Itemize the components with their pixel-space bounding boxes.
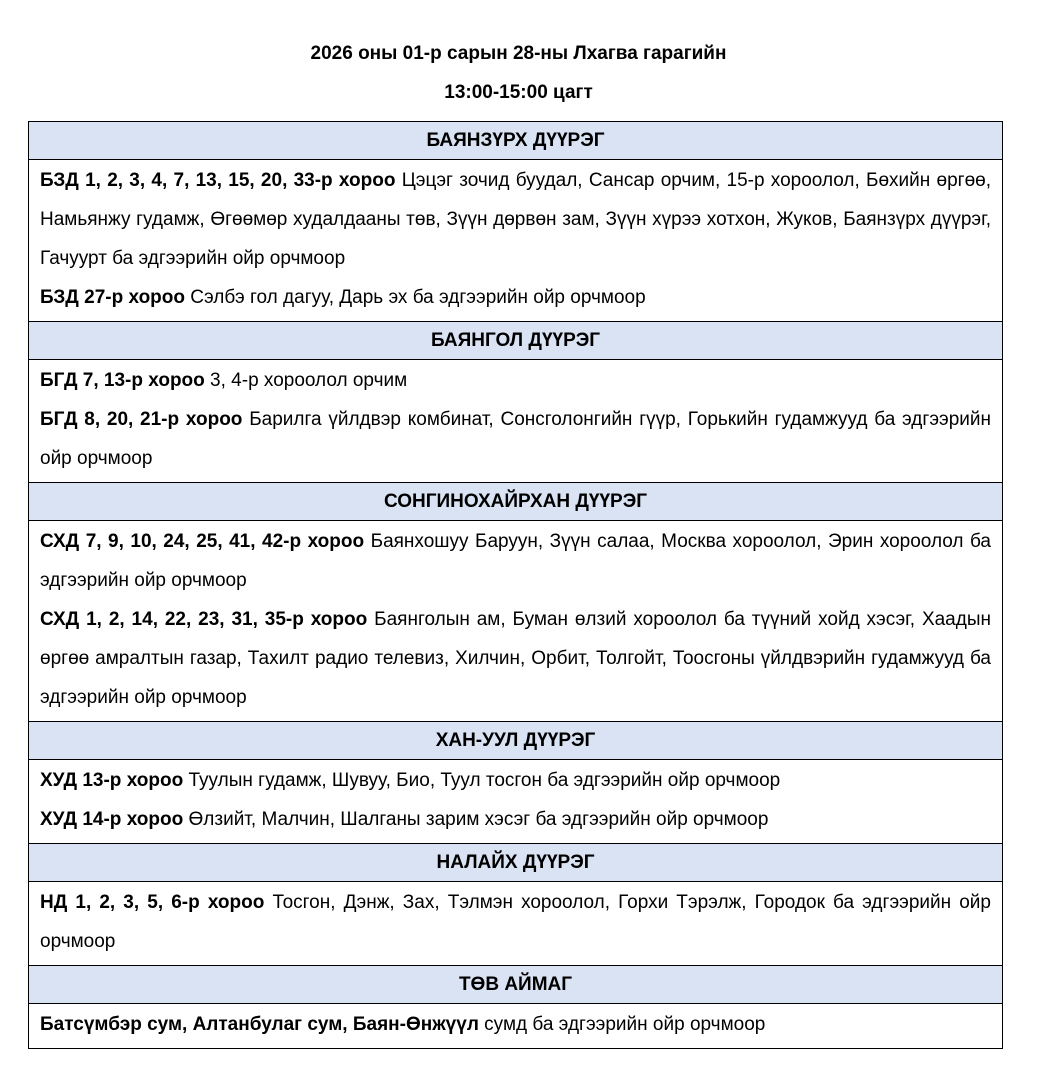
district-entry: [40, 883, 991, 961]
khoroo-list: СХД 1, 2, 14, 22, 23, 31, 35-р хороо: [40, 609, 368, 630]
khoroo-list: БЗД 1, 2, 3, 4, 7, 13, 15, 20, 33-р хороо: [40, 170, 396, 191]
area-description: Туулын гудамж, Шувуу, Био, Туул тосгон ба эдгээрийн ойр орчмоор: [188, 770, 781, 791]
area-description: Цэцэг зочид буудал, Сансар орчим, 15-р хороолол, Бөхийн өргөө, Намьянжу гудамж, Өгөөмөр худалдааны төв, Зүүн дөрвөн зам, Зүүн хүрээ хотхон, Жуков, Баянзүрх дүүрэг, Гачуурт ба эдгээрийн ойр орчмоор: [40, 170, 992, 269]
district-body: [29, 521, 1002, 721]
area-description: сумд ба эдгээрийн ойр орчмоор: [484, 1014, 766, 1035]
district-header: СОНГИНОХАЙРХАН ДҮҮРЭГ: [29, 483, 1002, 521]
district-songinokhairkhan: [29, 482, 1002, 721]
district-nalaikh: [29, 843, 1002, 965]
area-description: Баянголын ам, Буман өлзий хороолол ба түүний хойд хэсэг, Хаадын өргөө амралтын газар, Тахилт радио телевиз, Хилчин, Орбит, Толгойт, Тоосгоны үйлдвэрийн гудамжууд ба эдгээрийн ойр орчмоор: [40, 609, 991, 708]
district-body: [29, 160, 1002, 321]
district-bayangol: [29, 321, 1002, 482]
district-header: НАЛАЙХ ДҮҮРЭГ: [29, 844, 1002, 882]
area-description: Өлзийт, Малчин, Шалганы зарим хэсэг ба эдгээрийн ойр орчмоор: [188, 809, 769, 830]
area-description: Сэлбэ гол дагуу, Дарь эх ба эдгээрийн ойр орчмоор: [190, 287, 646, 308]
district-tuv-aimag: [29, 965, 1002, 1048]
district-entry: [40, 600, 991, 717]
schedule-table: [28, 121, 1003, 1049]
area-description: Тосгон, Дэнж, Зах, Тэлмэн хороолол, Горхи Тэрэлж, Городок ба эдгээрийн ойр орчмоор: [40, 892, 991, 952]
district-entry: [40, 1005, 991, 1044]
district-entry: [40, 278, 991, 317]
district-header: БАЯНГОЛ ДҮҮРЭГ: [29, 322, 1002, 360]
document-time-range: 13:00-15:00 цагт: [444, 82, 593, 103]
district-entry: [40, 800, 991, 839]
district-body: [29, 882, 1002, 965]
khoroo-list: БЗД 27-р хороо: [40, 287, 185, 308]
khoroo-list: СХД 7, 9, 10, 24, 25, 41, 42-р хороо: [40, 531, 365, 552]
khoroo-list: БГД 8, 20, 21-р хороо: [40, 409, 243, 430]
district-header: ХАН-УУЛ ДҮҮРЭГ: [29, 722, 1002, 760]
district-body: [29, 1004, 1002, 1048]
district-body: [29, 760, 1002, 843]
district-khan-uul: [29, 721, 1002, 843]
khoroo-list: НД 1, 2, 3, 5, 6-р хороо: [40, 892, 265, 913]
district-body: [29, 360, 1002, 482]
khoroo-list: ХУД 13-р хороо: [40, 770, 184, 791]
district-header: ТӨВ АЙМАГ: [29, 966, 1002, 1004]
district-entry: [40, 161, 991, 278]
area-description: Баянхошуу Баруун, Зүүн салаа, Москва хороолол, Эрин хороолол ба эдгээрийн ойр орчмоор: [40, 531, 991, 591]
khoroo-list: ХУД 14-р хороо: [40, 809, 184, 830]
district-header: БАЯНЗҮРХ ДҮҮРЭГ: [29, 122, 1002, 160]
document-title: 2026 оны 01-р сарын 28-ны Лхагва гарагийн: [310, 43, 727, 64]
khoroo-list: БГД 7, 13-р хороо: [40, 370, 205, 391]
district-entry: [40, 361, 991, 400]
district-entry: [40, 400, 991, 478]
area-description: 3, 4-р хороолол орчим: [210, 370, 408, 391]
district-entry: [40, 761, 991, 800]
district-entry: [40, 522, 991, 600]
district-bayanzurkh: [29, 122, 1002, 321]
area-description: Барилга үйлдвэр комбинат, Сонсголонгийн гүүр, Горькийн гудамжууд ба эдгээрийн ойр орчмоор: [40, 409, 991, 469]
soum-list: Батсүмбэр сум, Алтанбулаг сум, Баян-Өнжүүл: [40, 1014, 479, 1035]
